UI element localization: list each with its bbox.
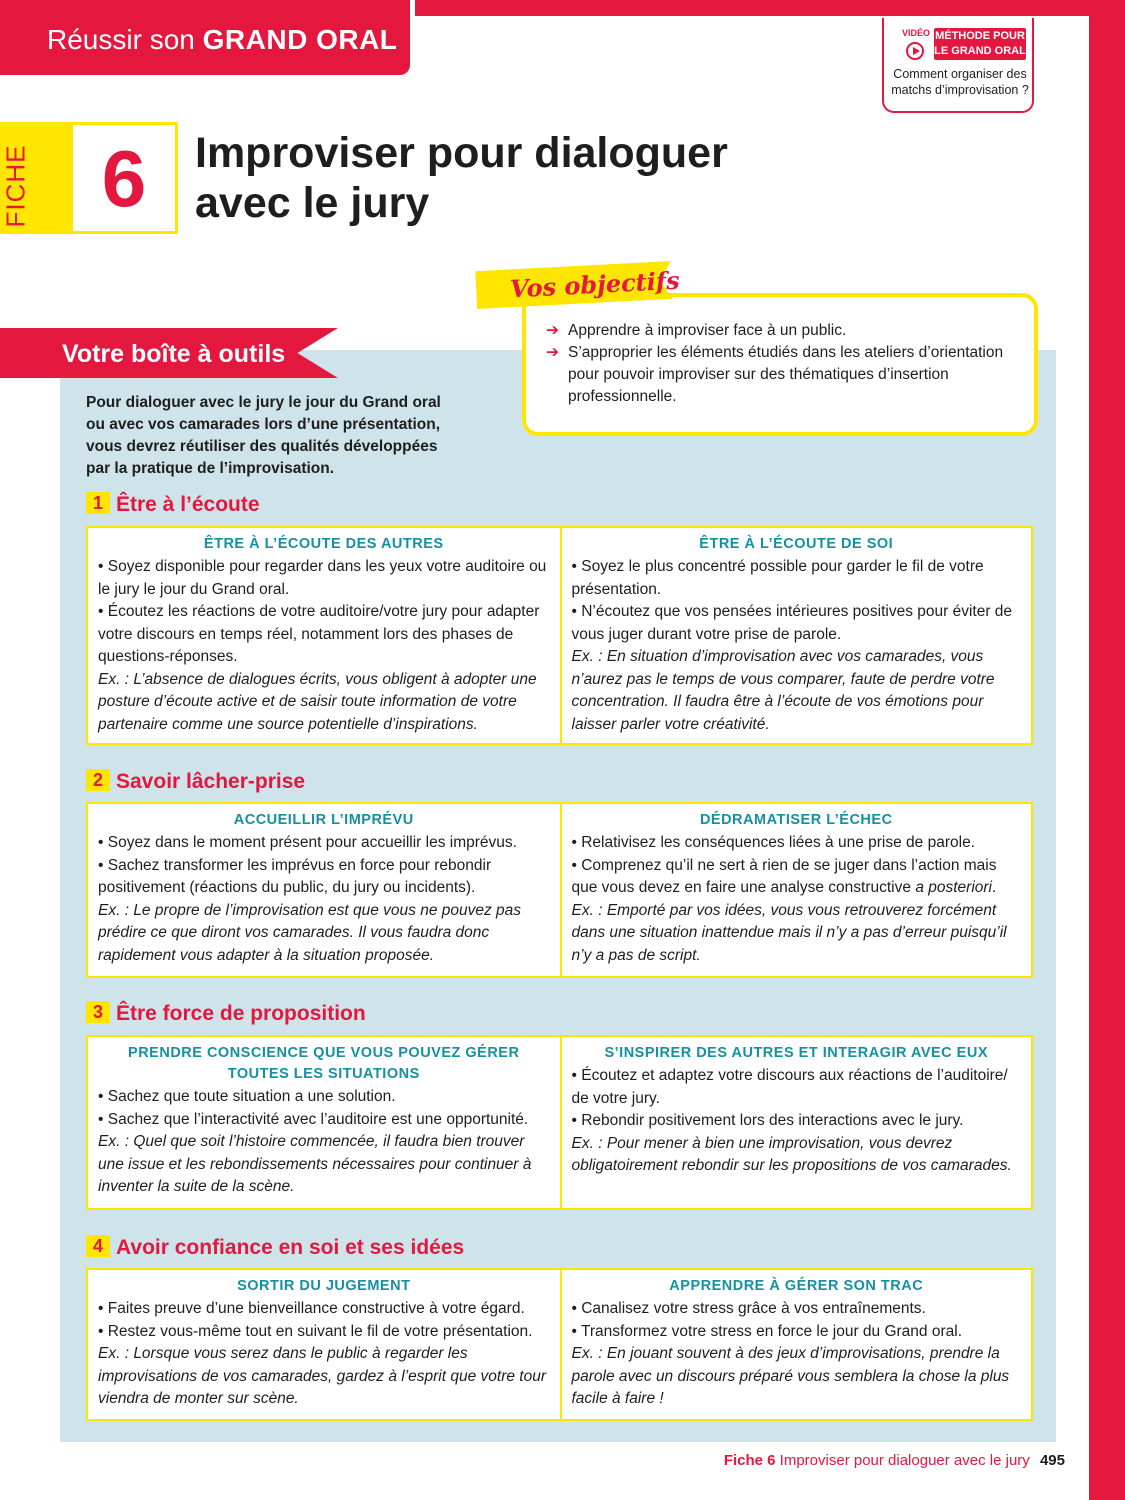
page-footer	[724, 1452, 1065, 1469]
column-heading: SORTIR DU JUGEMENT	[237, 1278, 411, 1294]
bullet: • Canalisez votre stress grâce à vos entraînements.	[571, 1300, 926, 1317]
bullet: • Rebondir positivement lors des interactions avec le jury.	[571, 1112, 964, 1129]
intro-paragraph: Pour dialoguer avec le jury le jour du Grand oral ou avec vos camarades lors d’une présentation, vous devrez réutiliser des qualités développées par la pratique de l’improvisation.	[86, 394, 441, 477]
header-title: Réussir son GRAND ORAL	[47, 24, 398, 55]
card-column	[88, 804, 560, 976]
book-header-tab	[0, 0, 410, 75]
bullet: • Soyez dans le moment présent pour accueillir les imprévus.	[98, 834, 517, 851]
column-heading: ACCUEILLIR L’IMPRÉVU	[233, 812, 414, 828]
method-badge: MÉTHODE POUR LE GRAND ORAL	[934, 28, 1026, 60]
bullet: • Transformez votre stress en force le jour du Grand oral.	[571, 1322, 963, 1340]
example: Ex. : En jouant souvent à des jeux d’improvisations, prendre la parole avec un discours préparé vous semblera la chose la plus facile à faire !	[571, 1345, 1010, 1407]
fiche-number: 6	[101, 134, 147, 223]
bullet: • Soyez disponible pour regarder dans les yeux votre auditoire ou le jury le jour du Grand oral.	[98, 558, 547, 598]
example: Ex. : L’absence de dialogues écrits, vous obligent à adopter une posture d’écoute active et de saisir toute information de votre partenaire comme une source potentielle d’inspirations.	[98, 670, 537, 733]
column-heading: PRENDRE CONSCIENCE QUE VOUS POUVEZ GÉRER TOUTES LES SITUATIONS	[128, 1045, 520, 1082]
section-heading: 1 Être à l’écoute	[86, 492, 260, 517]
card-column	[560, 1270, 1032, 1419]
example: Ex. : Emporté par vos idées, vous vous retrouverez forcément dans une situation inattendue mais il n’y a pas d’erreur puisqu’il n’y a pas de script.	[571, 901, 1007, 964]
bullet: • Écoutez les réactions de votre auditoire/votre jury pour adapter votre discours en temps réel, notamment lors des phases de questions-réponses.	[98, 603, 540, 665]
section-number: 3	[86, 1001, 110, 1023]
section-heading: 4 Avoir confiance en soi et ses idées	[86, 1235, 464, 1260]
section-card	[86, 1268, 1033, 1421]
example: Ex. : Quel que soit l’histoire commencée, il faudra bien trouver une issue et les rebondissements nécessaires pour continuer à inventer la suite de la scène.	[98, 1133, 532, 1195]
bullet: • Faites preuve d’une bienveillance constructive à votre égard.	[98, 1300, 525, 1317]
bullet: • Relativisez les conséquences liées à une prise de parole.	[571, 834, 975, 851]
video-link-box[interactable]	[882, 18, 1034, 113]
page-number: 495	[1039, 1452, 1065, 1469]
column-heading: ÊTRE À L’ÉCOUTE DES AUTRES	[203, 536, 444, 552]
card-column	[560, 528, 1032, 743]
column-heading: S’INSPIRER DES AUTRES ET INTERAGIR AVEC EUX	[604, 1045, 988, 1061]
section-heading: 2 Savoir lâcher-prise	[86, 769, 305, 794]
arrow-right-icon: ➔	[546, 322, 559, 339]
card-column	[88, 1270, 560, 1419]
objective-item: ➔ Apprendre à improviser face à un public.	[546, 320, 1016, 342]
card-column	[88, 528, 560, 743]
example: Ex. : Lorsque vous serez dans le public à regarder les improvisations de vos camarades, gardez à l’esprit que votre tour viendra de monter sur scène.	[98, 1345, 546, 1407]
video-caption: Comment organiser des matchs d’improvisation ?	[891, 67, 1029, 97]
play-icon[interactable]	[906, 42, 924, 60]
top-edge-bar	[415, 0, 1089, 16]
video-label: VIDÉO	[902, 28, 931, 38]
bullet: • Écoutez et adaptez votre discours aux réactions de l’auditoire/ de votre jury.	[571, 1067, 1008, 1107]
footer-fiche: Fiche 6	[723, 1452, 776, 1469]
bullet: • Comprenez qu’il ne sert à rien de se juger dans l’action mais que vous devez en faire une analyse constructive a posteriori.	[571, 856, 997, 896]
section-heading: 3 Être force de proposition	[86, 1001, 366, 1026]
fiche-number-box	[70, 122, 178, 234]
toolbox-title: Votre boîte à outils	[62, 340, 286, 368]
example: Ex. : Pour mener à bien une improvisation, vous devrez obligatoirement rebondir sur les propositions de vos camarades.	[571, 1134, 1012, 1174]
arrow-right-icon: ➔	[546, 344, 559, 361]
column-heading: DÉDRAMATISER L’ÉCHEC	[699, 812, 893, 828]
section-card	[86, 1035, 1033, 1210]
section-number: 4	[86, 1235, 110, 1257]
section-number: 1	[86, 492, 110, 514]
page-title: Improviser pour dialoguer avec le jury	[195, 129, 728, 227]
section-card	[86, 802, 1033, 978]
right-edge-bar	[1089, 0, 1125, 1500]
card-column	[560, 1037, 1032, 1208]
column-heading: ÊTRE À L’ÉCOUTE DE SOI	[699, 536, 894, 552]
footer-title: Improviser pour dialoguer avec le jury	[779, 1452, 1030, 1469]
bullet: • Sachez que l’interactivité avec l’auditoire est une opportunité.	[98, 1110, 529, 1128]
objectives-title: Vos objectifs	[509, 265, 681, 304]
section-number: 2	[86, 769, 110, 791]
bullet: • N’écoutez que vos pensées intérieures positives pour éviter de vous juger durant votre prise de parole.	[571, 603, 1013, 643]
fiche-label: FICHE	[0, 144, 31, 228]
objective-item: ➔ S’approprier les éléments étudiés dans les ateliers d’orientation pour pouvoir improviser sur des thématiques d’insertion professionnelle.	[546, 344, 1004, 405]
bullet: • Sachez transformer les imprévus en force pour rebondir positivement (réactions du public, du jury ou incidents).	[98, 856, 492, 896]
section-card	[86, 526, 1033, 745]
objectives-list	[546, 320, 1016, 408]
card-column	[88, 1037, 560, 1208]
card-column	[560, 804, 1032, 976]
example: Ex. : Le propre de l’improvisation est que vous ne pouvez pas prédire ce que diront vos camarades. Il vous faudra donc rapidement vous adapter à la situation proposée.	[98, 901, 522, 964]
bullet: • Restez vous-même tout en suivant le fil de votre présentation.	[98, 1322, 533, 1340]
bullet: • Soyez le plus concentré possible pour garder le fil de votre présentation.	[571, 558, 984, 598]
bullet: • Sachez que toute situation a une solution.	[98, 1088, 396, 1105]
column-heading: APPRENDRE À GÉRER SON TRAC	[669, 1278, 924, 1294]
example: Ex. : En situation d’improvisation avec vos camarades, vous n’aurez pas le temps de vous comparer, faute de perdre votre concentration. Il faudra être à l’écoute de vos émotions pour laisser parler votre créativité.	[571, 648, 995, 733]
